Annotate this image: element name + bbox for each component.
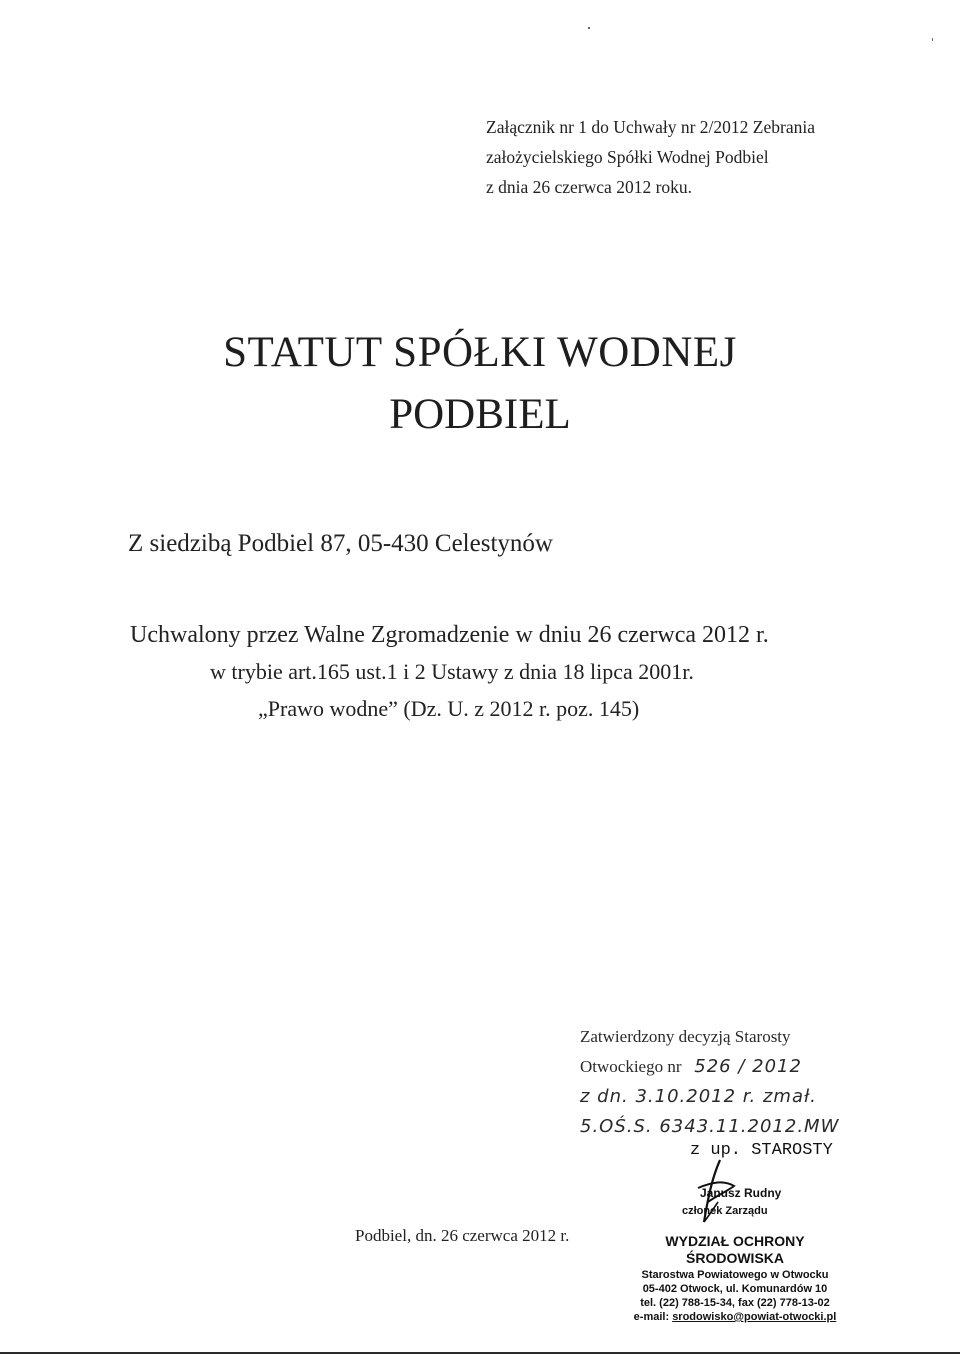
bottom-scan-border (0, 1352, 960, 1354)
annex-line-1: Załącznik nr 1 do Uchwały nr 2/2012 Zebrania (486, 117, 815, 137)
department-stamp-line-2: ŚRODOWISKA (686, 1250, 784, 1266)
annex-header (486, 112, 815, 202)
stamp-role: członek Zarządu (682, 1205, 768, 1217)
department-stamp-line-1: WYDZIAŁ OCHRONY (665, 1233, 805, 1249)
stamp-authorization: z up. STAROSTY (690, 1141, 833, 1160)
approval-line-2 (580, 1052, 839, 1082)
email-address: srodowisko@powiat-otwocki.pl (672, 1311, 837, 1323)
stamp-name: Janusz Rudny (700, 1186, 782, 1200)
adoption-line-2: w trybie art.165 ust.1 i 2 Ustawy z dnia 18 lipca 2001r. (210, 659, 694, 684)
adoption-line-3: „Prawo wodne” (Dz. U. z 2012 r. poz. 145) (258, 696, 640, 721)
department-stamp (620, 1232, 850, 1324)
document-title-line-2: PODBIEL (389, 391, 571, 438)
department-stamp-line-4: 05-402 Otwock, ul. Komunardów 10 (642, 1283, 828, 1295)
approval-prefix: Otwockiego nr (580, 1057, 682, 1076)
department-stamp-line-3: Starostwa Powiatowego w Otwocku (641, 1269, 829, 1281)
email-prefix: e-mail: (633, 1311, 673, 1323)
place-and-date: Podbiel, dn. 26 czerwca 2012 r. (355, 1226, 570, 1245)
approval-line-3 (580, 1082, 839, 1112)
approval-block (580, 1022, 839, 1142)
handwritten-decision-number: 526 / 2012 (694, 1056, 802, 1077)
handwritten-date: z dn. 3.10.2012 r. zmał. (580, 1086, 817, 1107)
document-title-line-1: STATUT SPÓŁKI WODNEJ (223, 329, 737, 376)
annex-line-3: z dnia 26 czerwca 2012 roku. (486, 177, 693, 197)
scan-speck (932, 38, 933, 41)
scan-speck (588, 27, 590, 29)
adoption-line-1: Uchwalony przez Walne Zgromadzenie w dniu 26 czerwca 2012 r. (130, 622, 769, 648)
handwritten-reference: 5.OŚ.S. 6343.11.2012.MW (580, 1116, 840, 1137)
department-stamp-line-6 (620, 1310, 850, 1324)
approval-line-1: Zatwierdzony decyzją Starosty (580, 1027, 791, 1046)
company-seat: Z siedzibą Podbiel 87, 05-430 Celestynów (128, 530, 553, 557)
annex-line-2: założycielskiego Spółki Wodnej Podbiel (486, 147, 769, 167)
department-stamp-line-5: tel. (22) 788-15-34, fax (22) 778-13-02 (640, 1297, 830, 1309)
approval-line-4 (580, 1112, 839, 1142)
